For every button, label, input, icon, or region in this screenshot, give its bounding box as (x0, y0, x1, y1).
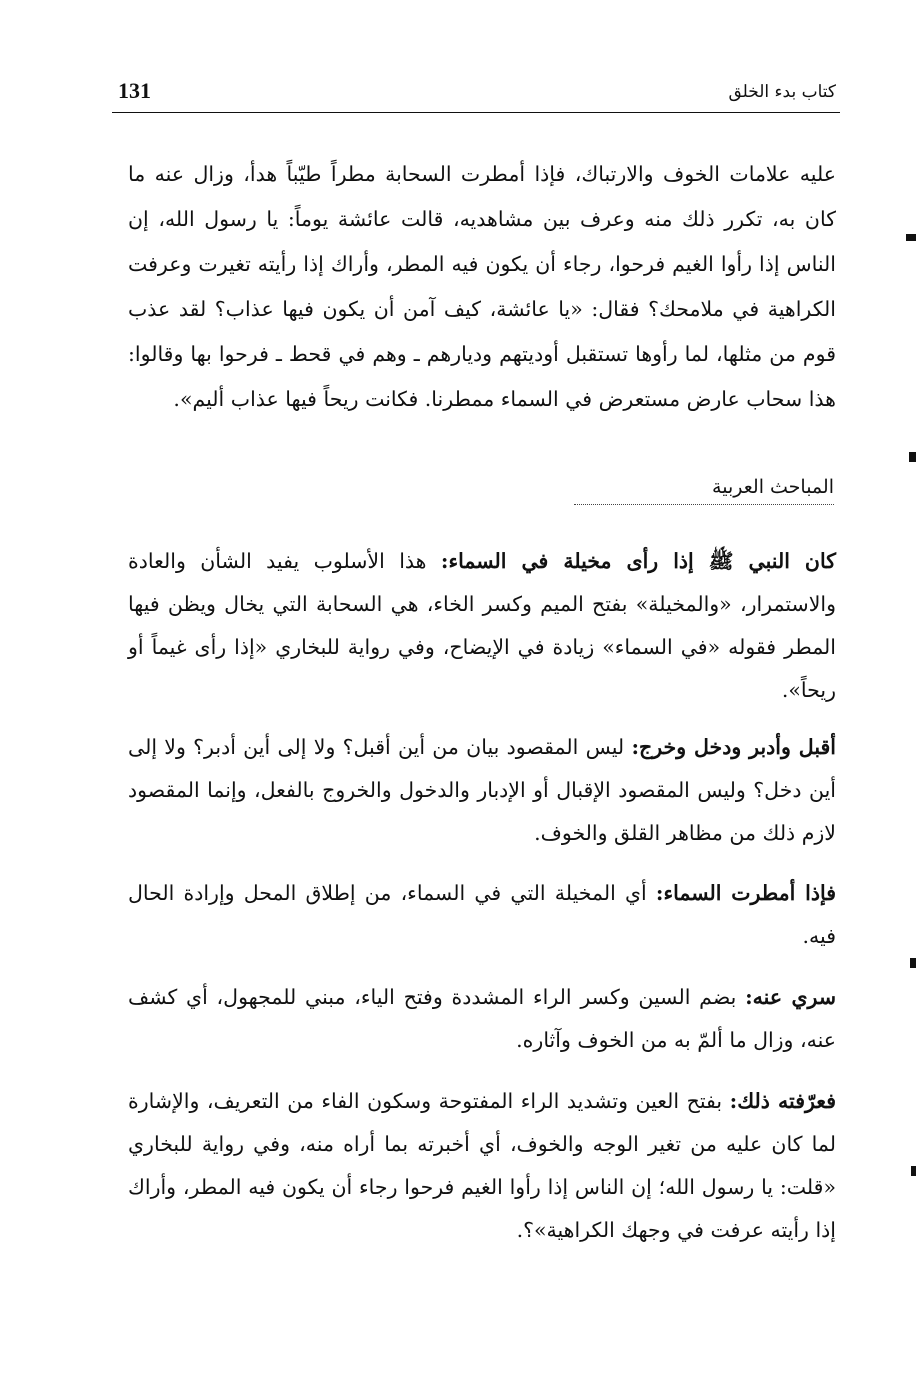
entry-5 (128, 1080, 836, 1252)
entry-block-1 (128, 540, 836, 712)
entry-4 (128, 976, 836, 1062)
scan-edge-mark (909, 452, 916, 462)
entry-term: فإذا أمطرت السماء: (655, 881, 836, 905)
page-number: 131 (118, 78, 151, 103)
entry-block-3 (128, 872, 836, 958)
scan-edge-mark (906, 234, 916, 241)
entry-text: هذا الأسلوب يفيد الشأن والعادة والاستمرار، «والمخيلة» بفتح الميم وكسر الخاء، هي السحابة التي يخال ويظن فيها المطر فقوله «في السماء» زيادة في الإيضاح، وفي رواية للبخاري «إذا رأى غيماً أو ريحاً». (128, 549, 836, 702)
running-title: كتاب بدء الخلق (728, 82, 836, 102)
page-header (112, 78, 840, 113)
section-heading: المباحث العربية (574, 476, 834, 505)
entry-term: أقبل وأدبر ودخل وخرج: (631, 735, 836, 759)
entry-text: أي المخيلة التي في السماء، من إطلاق المحل وإرادة الحال فيه. (128, 881, 836, 948)
entry-term: كان النبي ﷺ إذا رأى مخيلة في السماء: (440, 549, 836, 573)
intro-paragraph-block (128, 152, 836, 422)
scan-edge-mark (911, 1166, 916, 1176)
entry-block-5 (128, 1080, 836, 1252)
entry-text: ليس المقصود بيان من أين أقبل؟ ولا إلى أين أدبر؟ ولا إلى أين دخل؟ وليس المقصود الإقبال أو الإدبار والدخول والخروج بالفعل، وإنما المقصود لازم ذلك من مظاهر القلق والخوف. (128, 735, 836, 845)
scan-edge-mark (910, 958, 916, 968)
entry-term: سري عنه: (745, 985, 836, 1009)
intro-paragraph: عليه علامات الخوف والارتباك، فإذا أمطرت السحابة مطراً طيّباً هدأ، وزال عنه ما كان به، تكرر ذلك منه وعرف بين مشاهديه، قالت عائشة يوماً: يا رسول الله، إن الناس إذا رأوا الغيم فرحوا، رجاء أن يكون فيه المطر، وأراك إذا رأيته تغيرت وعرفت الكراهية في ملامحك؟ فقال: «يا عائشة، كيف آمن أن يكون فيها عذاب؟ لقد عذب قوم من مثلها، لما رأوها تستقبل أوديتهم وديارهم ـ وهم في قحط ـ فرحوا بها وقالوا: هذا سحاب عارض مستعرض في السماء ممطرنا. فكانت ريحاً فيها عذاب أليم». (128, 162, 836, 411)
entry-3 (128, 872, 836, 958)
entry-block-4 (128, 976, 836, 1062)
entry-1 (128, 540, 836, 712)
entry-2 (128, 726, 836, 855)
entry-block-2 (128, 726, 836, 855)
entry-text: بفتح العين وتشديد الراء المفتوحة وسكون الفاء من التعريف، والإشارة لما كان عليه من تغير الوجه والخوف، أي أخبرته بما أراه منه، وفي رواية للبخاري «قلت: يا رسول الله؛ إن الناس إذا رأوا الغيم فرحوا رجاء أن يكون فيه المطر، وأراك إذا رأيته عرفت في وجهك الكراهية»؟. (128, 1089, 836, 1242)
entry-text: بضم السين وكسر الراء المشددة وفتح الياء، مبني للمجهول، أي كشف عنه، وزال ما ألمّ به من الخوف وآثاره. (128, 985, 836, 1052)
entry-term: فعرّفته ذلك: (729, 1089, 836, 1113)
